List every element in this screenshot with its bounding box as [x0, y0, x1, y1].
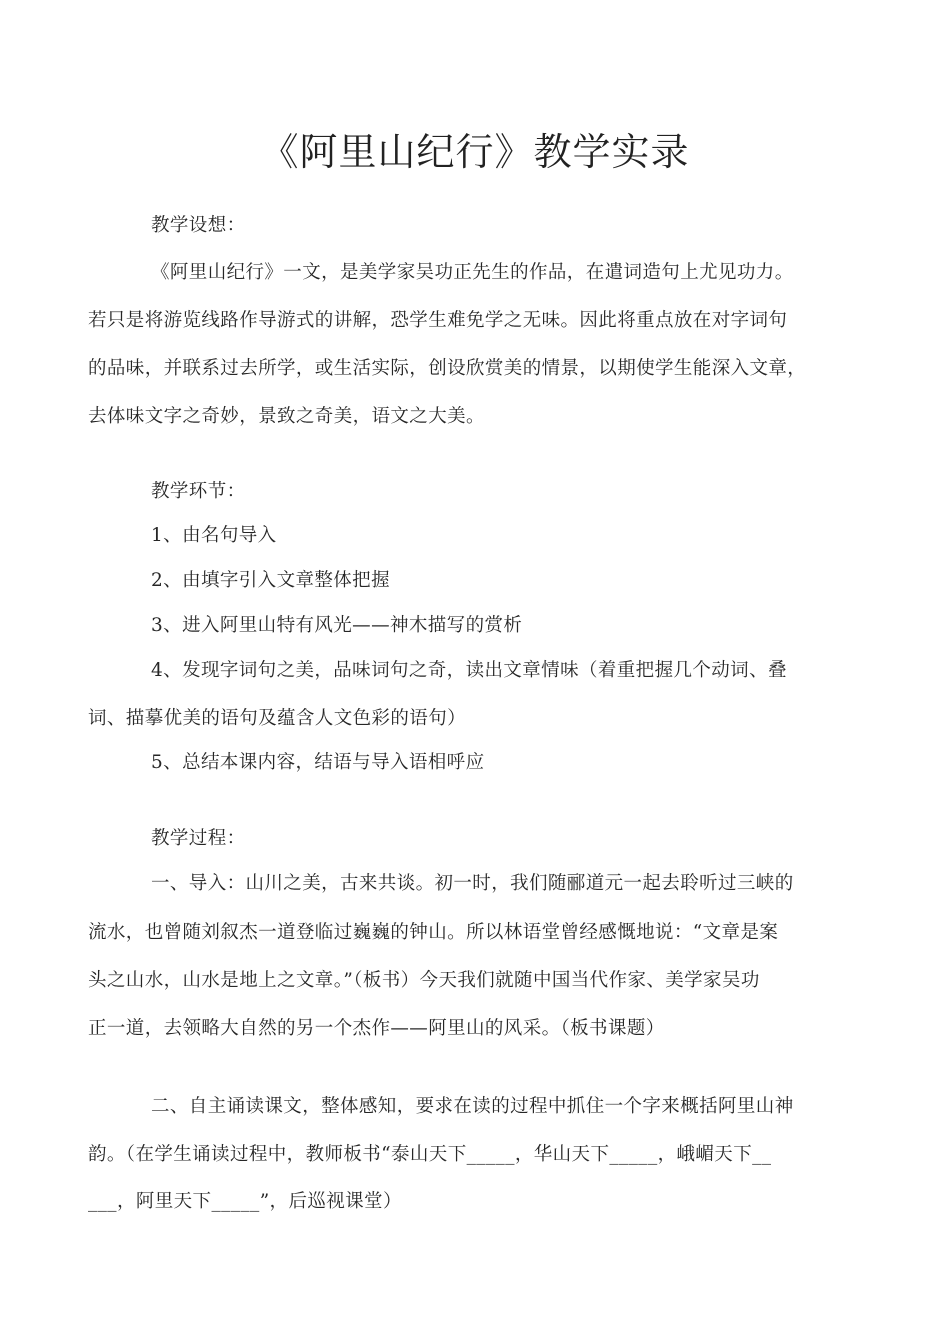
step-item: 4、发现字词句之美，品味词句之奇，读出文章情味（着重把握几个动词、叠	[151, 660, 787, 681]
process-line: 流水，也曾随刘叙杰一道登临过巍巍的钟山。所以林语堂曾经感慨地说：“文章是案	[88, 922, 779, 943]
step-item: 1、由名句导入	[151, 525, 277, 546]
step-item: 3、进入阿里山特有风光——神木描写的赏析	[151, 615, 523, 636]
step-item: 5、总结本课内容，结语与导入语相呼应	[151, 752, 485, 773]
process-heading: 教学过程：	[151, 828, 246, 849]
process-line: 头之山水，山水是地上之文章。”（板书）今天我们就随中国当代作家、美学家吴功	[88, 970, 760, 991]
process-line: 正一道，去领略大自然的另一个杰作——阿里山的风采。（板书课题）	[88, 1018, 665, 1039]
process-line: 一、导入：山川之美，古来共谈。初一时，我们随郦道元一起去聆听过三峡的	[151, 873, 794, 894]
step-item: 2、由填字引入文章整体把握	[151, 570, 390, 591]
design-line: 《阿里山纪行》一文，是美学家吴功正先生的作品，在遣词造句上尤见功力。	[151, 262, 794, 283]
document-title: 《阿里山纪行》教学实录	[260, 130, 690, 174]
design-line: 的品味，并联系过去所学，或生活实际，创设欣赏美的情景，以期使学生能深入文章，	[88, 358, 807, 379]
design-heading: 教学设想：	[151, 215, 246, 236]
design-line: 若只是将游览线路作导游式的讲解，恐学生难免学之无味。因此将重点放在对字词句	[88, 310, 788, 331]
process-line: 二、自主诵读课文，整体感知，要求在读的过程中抓住一个字来概括阿里山神	[151, 1096, 794, 1117]
steps-heading: 教学环节：	[151, 481, 246, 502]
process-line: ___，阿里天下_____”，后巡视课堂）	[88, 1191, 402, 1212]
process-line: 韵。（在学生诵读过程中，教师板书“泰山天下_____，华山天下_____，峨嵋天下__	[88, 1144, 772, 1165]
step-item: 词、描摹优美的语句及蕴含人文色彩的语句）	[88, 708, 467, 729]
design-line: 去体味文字之奇妙，景致之奇美，语文之大美。	[88, 406, 485, 427]
